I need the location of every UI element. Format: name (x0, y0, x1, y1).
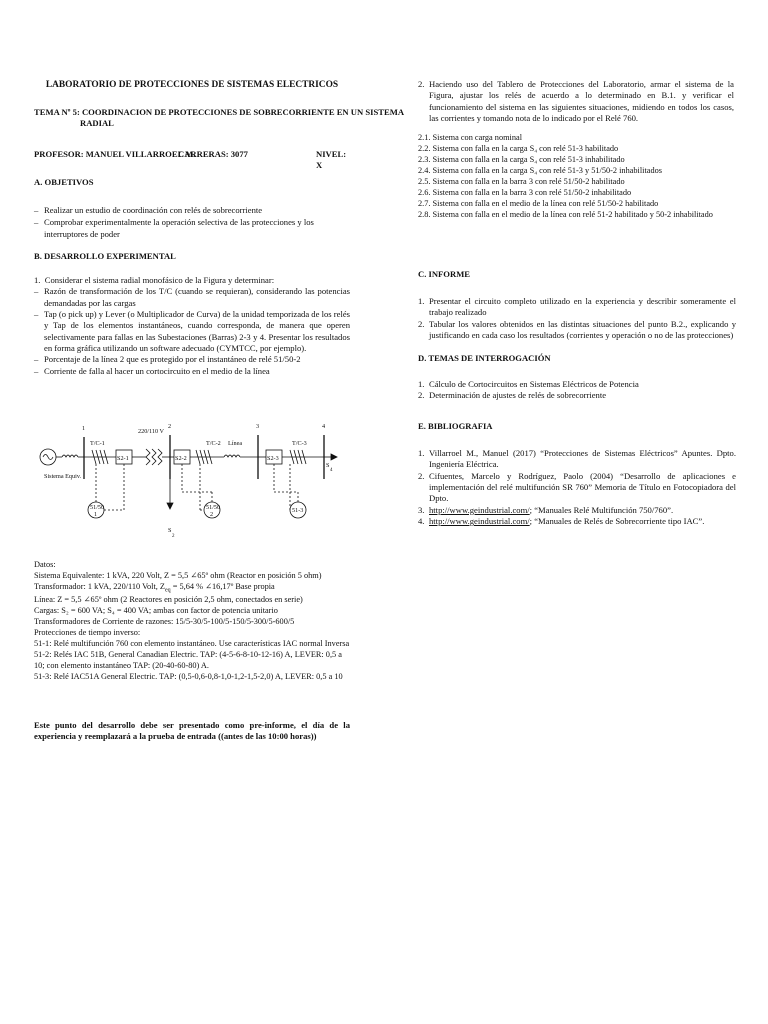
list-item: 2.2. Sistema con falla en la carga S₄ con relé 51-3 habilitado (418, 143, 619, 153)
sine-icon (43, 455, 53, 460)
punto-2-text: Haciendo uso del Tablero de Protecciones del Laboratorio, armar el sistema de la Figura, ajustar los relés de acuerdo a lo determinado en B.1. y verificar el funcionamiento del sistema en las siguientes situaciones, midiendo en todos los casos, las corrientes y tomando nota de lo indicado por el Relé 760. (429, 79, 734, 124)
reactor-icon (62, 455, 78, 457)
list-item: 2. Determinación de ajustes de relés de sobrecorriente (418, 390, 607, 401)
radial-system-diagram (34, 417, 364, 542)
relay-1-label-b: 1 (94, 511, 98, 518)
datos-line: 51-2: Relés IAC 51B, General Canadian Electric. TAP: (4-5-6-8-10-12-16) A, LEVER: 0,5 a 10; con elemento instantáneo TAP: (20-40-60-80) A. (34, 650, 342, 671)
datos-line: 51-3: Relé IAC51A General Electric. TAP: (0,5-0,6-0,8-1,0-1,2-1,5-2,0) A, LEVER: 0,5 a 10 (34, 672, 343, 681)
ct-3-label: T/C-3 (292, 440, 307, 447)
relay-2-label-b: 2 (210, 511, 214, 518)
relay-2-label-a: 51/50 (206, 504, 221, 511)
load-s4-label: S (326, 462, 330, 469)
tema-line1: TEMA Nº 5: COORDINACION DE PROTECCIONES DE SOBRECORRIENTE EN UN SISTEMA (34, 107, 405, 117)
bibliografia-heading: E. BIBLIOGRAFIA (418, 421, 493, 431)
line-label: Línea (228, 440, 243, 447)
informe-heading: C. INFORME (418, 269, 471, 279)
desarrollo-item-1-text: Considerar el sistema radial monofásico de la Figura y determinar: (44, 275, 275, 285)
bus-2-label: 2 (168, 423, 172, 430)
nivel-label: NIVEL: X (316, 149, 347, 171)
datos-trafo-b: = 5,64 % ∠16,17º Base propia (170, 581, 275, 591)
datos-trafo-a: Transformador: 1 kVA, 220/110 Volt, Z (34, 581, 165, 591)
load-s4-sub: 4 (330, 468, 333, 473)
bus-3-label: 3 (256, 423, 260, 430)
ct-2-label: T/C-2 (206, 440, 221, 447)
load-s2-label: S (168, 527, 172, 534)
tema-line2: RADIAL (80, 118, 114, 129)
list-item: – Razón de transformación de los T/C (cuando se requieran), considerando las potencias demandadas por las cargas (34, 286, 350, 309)
load-s2-arrow (167, 503, 173, 509)
list-item: 1. Presentar el circuito completo utilizado en la experiencia y describir someramente el trabajo realizado (418, 296, 736, 318)
list-item: 2.6. Sistema con falla en la barra 3 con relé 51/50-2 inhabilitado (418, 187, 632, 197)
relay-1-label-a: 51/50 (90, 504, 105, 511)
datos-line: Sistema Equivalente: 1 kVA, 220 Volt, Z = 5,5 ∠65º ohm (Reactor en posición 5 ohm) (34, 570, 322, 580)
datos-line-trafo (34, 582, 352, 596)
profesor-label: PROFESOR: MANUEL VILLARROEL M. (34, 149, 196, 159)
nota-preinforme: Este punto del desarrollo debe ser presentado como pre-informe, el día de la experiencia y reemplazará a la prueba de entrada ((antes de las 10:00 horas)) (34, 720, 350, 742)
objetivos-list (34, 205, 354, 240)
transformer-label: 220/110 V (138, 428, 164, 435)
list-item: – Tap (o pick up) y Lever (o Multiplicador de Curva) de la unidad temporizada de los relés y Tap de los elementos instantáneos, cuando corresponda, de manera que operen selectivamente para fallas en las Subestaciones (Barras) 2-3 y 4. Presentar los resultados en forma gráfica utilizando un software adecuado (CYMTCC, por ejemplo). (34, 309, 350, 354)
datos-line: Cargas: S₂ = 600 VA; S₄ = 400 VA; ambas con factor de potencia unitario (34, 606, 278, 616)
tema-heading (34, 107, 405, 130)
list-item: 1. Cálculo de Cortocircuitos en Sistemas Eléctricos de Potencia (418, 379, 639, 389)
objetivos-heading: A. OBJETIVOS (34, 177, 94, 187)
desarrollo-heading: B. DESARROLLO EXPERIMENTAL (34, 251, 176, 261)
datos-line: Transformadores de Corriente de razones: 15/5-30/5-100/5-150/5-300/5-600/5 (34, 617, 295, 627)
geindustrial-link-2[interactable]: http://www.geindustrial.com/ (429, 516, 530, 527)
datos-line: Protecciones de tiempo inverso: (34, 628, 141, 638)
list-item: 2.4. Sistema con falla en la carga S₄ con relé 51-3 y 51/50-2 inhabilitados (418, 165, 662, 175)
transformer-icon (146, 449, 150, 465)
bus-4-label: 4 (322, 423, 326, 430)
profesor-row (34, 149, 350, 171)
interrogacion-list (418, 379, 736, 402)
punto-2 (418, 79, 734, 124)
list-item: – Porcentaje de la línea 2 que es protegido por el instantáneo de relé 51/50-2 (34, 354, 350, 365)
datos-trafo-sub: eq (165, 587, 171, 594)
datos-line: 51-1: Relé multifunción 760 con elemento instantáneo. Use características IAC normal Inversa (34, 639, 350, 649)
list-item: 3. http://www.geindustrial.com/; “Manuales Relé Multifunción 750/760”. (418, 504, 674, 515)
list-item: 2.5. Sistema con falla en la barra 3 con relé 51/50-2 habilitado (418, 176, 625, 186)
list-item: – Realizar un estudio de coordinación con relés de sobrecorriente (34, 205, 354, 216)
desarrollo-body (34, 275, 350, 377)
list-item: 2.7. Sistema con falla en el medio de la línea con relé 51/50-2 habilitado (418, 198, 659, 208)
list-item: 1. Villarroel M., Manuel (2017) “Protecciones de Sistemas Eléctricos” Apuntes. Dpto. Ingeniería Eléctrica. (418, 448, 736, 470)
line-reactor-icon (224, 455, 240, 457)
list-item: 2. Tabular los valores obtenidos en las distintas situaciones del punto B.2., explicando y justificando en cada caso los resultados (corrientes y operación o no de las protecciones) (418, 318, 736, 341)
informe-list (418, 296, 736, 341)
load-s2-sub: 2 (172, 534, 175, 539)
breaker-s2-2-label: S2-2 (175, 455, 187, 462)
datos-line: Línea: Z = 5,5 ∠65º ohm (2 Reactores en posición 2,5 ohm, conectados en serie) (34, 595, 303, 605)
ct-1-label: T/C-1 (90, 440, 105, 447)
breaker-s2-3-label: S2-3 (267, 455, 279, 462)
punto-2-item: 2. Haciendo uso del Tablero de Protecciones del Laboratorio, armar el sistema de la Figura, ajustar los relés de acuerdo a lo determinado en B.1. y verificar el funcionamiento del sistema en las siguientes situaciones, midiendo en todos los casos, las corrientes y tomando nota de lo indicado por el Relé 760. (418, 79, 734, 124)
source-label: Sistema Equiv. (44, 473, 82, 480)
breaker-s2-1-label: S2-1 (117, 455, 129, 462)
page-title: LABORATORIO DE PROTECCIONES DE SISTEMAS ELECTRICOS (45, 80, 339, 90)
geindustrial-link-1[interactable]: http://www.geindustrial.com/ (429, 504, 530, 515)
list-item: 2.3. Sistema con falla en la carga S₄ con relé 51-3 inhabilitado (418, 154, 625, 164)
bus-1-label: 1 (82, 425, 86, 432)
interrogacion-heading: D. TEMAS DE INTERROGACIÓN (418, 353, 551, 363)
load-s4-arrow (331, 454, 337, 460)
desarrollo-item-1: 1. Considerar el sistema radial monofásico de la Figura y determinar: (34, 275, 275, 285)
list-item: 4. http://www.geindustrial.com/; “Manuales de Relés de Sobrecorriente tipo IAC”. (418, 516, 705, 527)
carreras-label: CARRERAS: 3077 (178, 149, 248, 159)
list-item: – Comprobar experimentalmente la operación selectiva de las protecciones y los interruptores de poder (34, 217, 354, 240)
bibliografia-list (418, 448, 736, 527)
relay-3-label: 51-3 (292, 507, 304, 514)
datos-title: Datos: (34, 560, 56, 569)
datos-block (34, 560, 352, 683)
list-item: 2.8. Sistema con falla en el medio de la línea con relé 51-2 habilitado y 50-2 inhabilitado (418, 209, 713, 219)
desarrollo-bullets (34, 286, 350, 377)
list-item: 2. Cifuentes, Marcelo y Rodríguez, Paolo (2004) “Desarrollo de aplicaciones e implementación del relé multifunción SR 760” Memoria de Título en Fotocopiadora del Dpto. (418, 470, 736, 504)
punto-2-cases (418, 133, 738, 221)
list-item: – Corriente de falla al hacer un cortocircuito en el medio de la línea (34, 366, 350, 377)
list-item: 2.1. Sistema con carga nominal (418, 133, 522, 142)
